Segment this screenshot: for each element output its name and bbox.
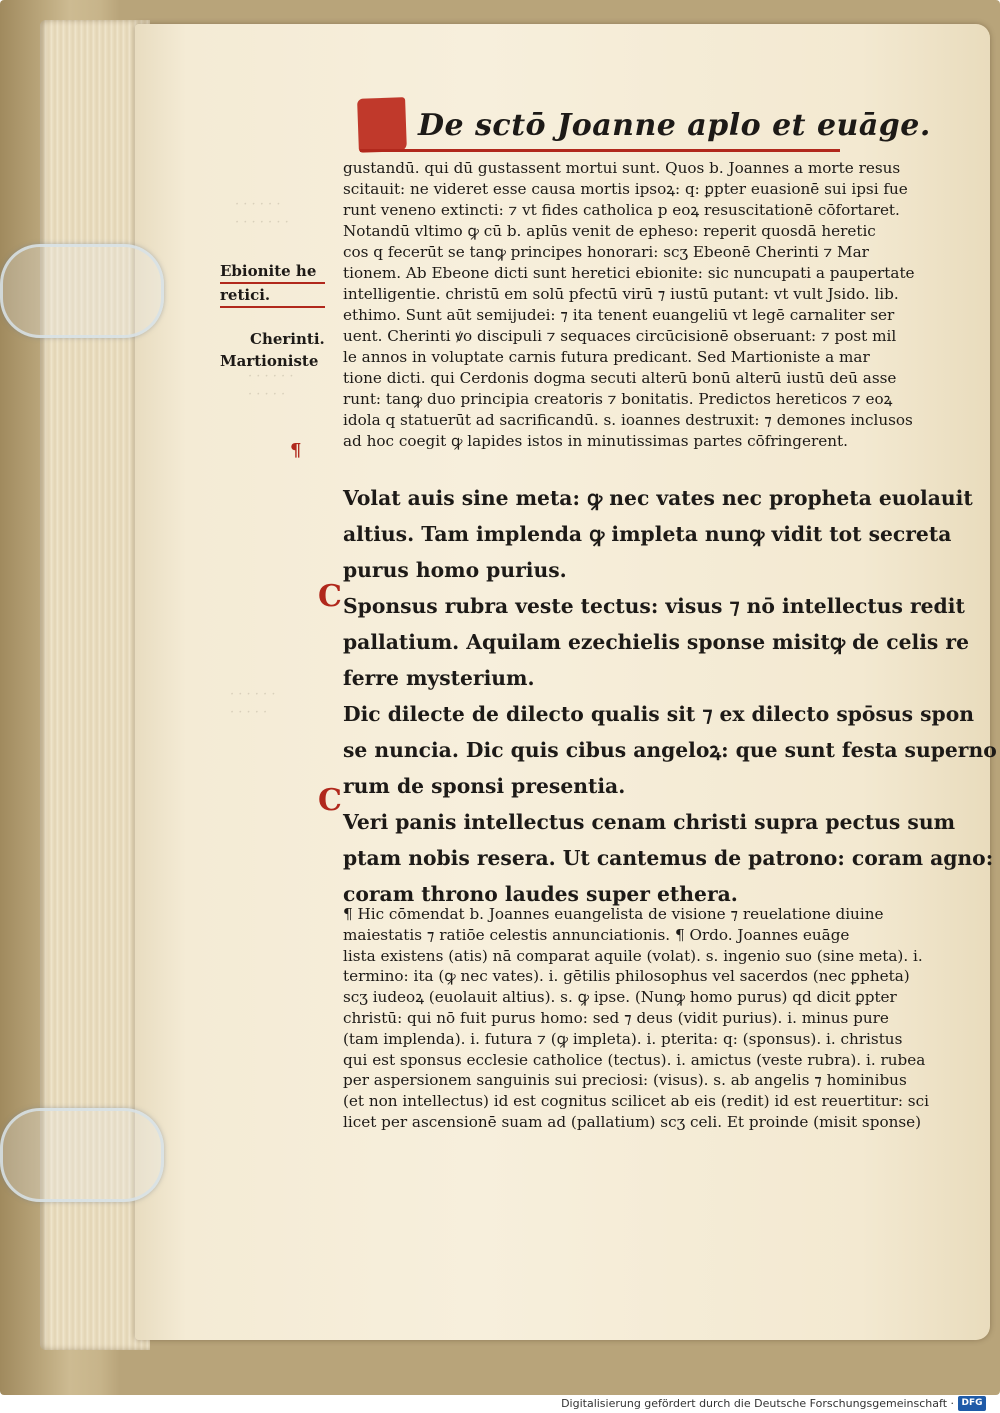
show-through-text: · · · · · · · · · · · <box>230 687 276 720</box>
text-line: scʒ iudeoꝝ (euolauit altius). s. ꝙ ipse. (Nunꝙ homo purus) qd dicit ꝑpter <box>343 988 897 1007</box>
margin-note: retici. <box>220 284 325 308</box>
text-line: runt veneno extincti: ⁊ vt fides catholica p eoꝝ resuscitationē cōfortaret. <box>343 201 900 219</box>
text-line: Notandū vltimo ꝙ cū b. aplūs venit de epheso: reperit quosdā heretic <box>343 222 876 240</box>
verse-line: purus homo purius. <box>343 558 567 582</box>
text-line: ad hoc coegit ꝙ lapides istos in minutissimas partes cōfringerent. <box>343 432 848 450</box>
gloss-paragraph <box>343 904 929 1133</box>
text-line: idola q statuerūt ad sacrificandū. s. ioannes destruxit: ⁊ demones inclusos <box>343 411 913 429</box>
dfg-logo-icon: DFG <box>958 1396 986 1411</box>
text-line: lista existens (atis) nā comparat aquile (volat). s. ingenio suo (sine meta). i. <box>343 946 923 965</box>
text-line: qui est sponsus ecclesie catholice (tectus). i. amictus (veste rubra). i. rubea <box>343 1050 926 1069</box>
funding-credit: Digitalisierung gefördert durch die Deutsche Forschungsgemeinschaft · <box>561 1397 954 1410</box>
text-line: licet per ascensionē suam ad (pallatium) scʒ celi. Et proinde (misit sponse) <box>343 1112 922 1131</box>
text-line: tionem. Ab Ebeone dicti sunt heretici ebionite: sic nuncupati a paupertate <box>343 264 915 282</box>
verse-line: ferre mysterium. <box>343 666 535 690</box>
margin-note: Cherinti. <box>250 330 325 348</box>
commentary-paragraph <box>343 158 915 452</box>
text-line: termino: ita (ꝙ nec vates). i. gētilis philosophus vel sacerdos (nec ꝑpheta) <box>343 967 910 986</box>
margin-note: Martioniste <box>220 352 319 370</box>
text-line: (tam implenda). i. futura ⁊ (ꝙ impleta). i. pterita: q: (sponsus). i. christus <box>343 1029 903 1048</box>
sequence-verse <box>343 480 997 912</box>
text-line: (et non intellectus) id est cognitus scilicet ab eis (redit) id est reuertitur: sci <box>343 1092 929 1111</box>
verse-line: Veri panis intellectus cenam christi supra pectus sum <box>343 810 956 834</box>
pilcrow-mark: ¶ <box>290 440 302 461</box>
text-line: ¶ Hic cōmendat b. Joannes euangelista de visione ⁊ reuelatione diuine <box>343 905 884 923</box>
margin-note: Ebionite he <box>220 260 325 284</box>
verse-line: rum de sponsi presentia. <box>343 774 626 798</box>
text-line: intelligentie. christū em solū pfectū virū ⁊ iustū putant: vt vult Jsido. lib. <box>343 285 899 303</box>
text-line: scitauit: ne videret esse causa mortis ipsoꝝ: q: ꝑpter euasionē sui ipsi fue <box>343 180 908 198</box>
text-line: per aspersionem sanguinis sui preciosi: (visus). s. ab angelis ⁊ hominibus <box>343 1071 907 1090</box>
verse-line: Volat auis sine meta: ꝙ nec vates nec propheta euolauit <box>343 486 973 510</box>
verse-line: ptam nobis resera. Ut cantemus de patrono: coram agno: <box>343 846 994 870</box>
text-line: ethimo. Sunt aūt semijudei: ⁊ ita tenent euangeliū vt legē carnaliter ser <box>343 306 895 324</box>
text-line: maiestatis ⁊ ratiōe celestis annunciationis. ¶ Ordo. Joannes euāge <box>343 925 850 944</box>
show-through-text: · · · · · · · · · · · <box>248 369 294 402</box>
verse-line: pallatium. Aquilam ezechielis sponse misitꝙ de celis re <box>343 630 969 654</box>
text-line: le annos in voluptate carnis futura predicant. Sed Martioniste a mar <box>343 348 870 366</box>
text-line: tione dicti. qui Cerdonis dogma secuti alterū bonū alterū iustū deū asse <box>343 369 897 387</box>
verse-line: Sponsus rubra veste tectus: visus ⁊ nō intellectus redit <box>343 594 965 618</box>
show-through-text: · · · · · · · · · · · · · <box>235 197 289 230</box>
text-line: uent. Cherinti ꝟo discipuli ⁊ sequaces circūcisionē obseruant: ⁊ post mil <box>343 327 897 345</box>
book-clamp-bottom <box>0 1108 164 1202</box>
text-line: gustandū. qui dū gustassent mortui sunt. Quos b. Joannes a morte resus <box>343 159 901 177</box>
text-line: christū: qui nō fuit purus homo: sed ⁊ deus (vidit purius). i. minus pure <box>343 1008 889 1027</box>
red-paragraph-mark: C <box>318 783 342 818</box>
red-paragraph-mark: C <box>318 579 342 614</box>
verse-line: coram throno laudes super ethera. <box>343 882 738 906</box>
book-clamp-top <box>0 244 164 338</box>
verse-line: se nuncia. Dic quis cibus angeloꝝ: que sunt festa superno <box>343 738 997 762</box>
verse-line: Dic dilecte de dilecto qualis sit ⁊ ex dilecto spōsus spon <box>343 702 974 726</box>
chapter-heading: De sctō Joanne aplo et euāge. <box>360 100 840 152</box>
margin-notes <box>220 260 325 372</box>
verse-line: altius. Tam implenda ꝙ impleta nunꝙ vidit tot secreta <box>343 522 952 546</box>
text-line: runt: tanꝙ duo principia creatoris ⁊ bonitatis. Predictos hereticos ⁊ eoꝝ <box>343 390 893 408</box>
text-line: cos q fecerūt se tanꝙ principes honorari: scʒ Ebeonē Cherinti ⁊ Mar <box>343 243 869 261</box>
